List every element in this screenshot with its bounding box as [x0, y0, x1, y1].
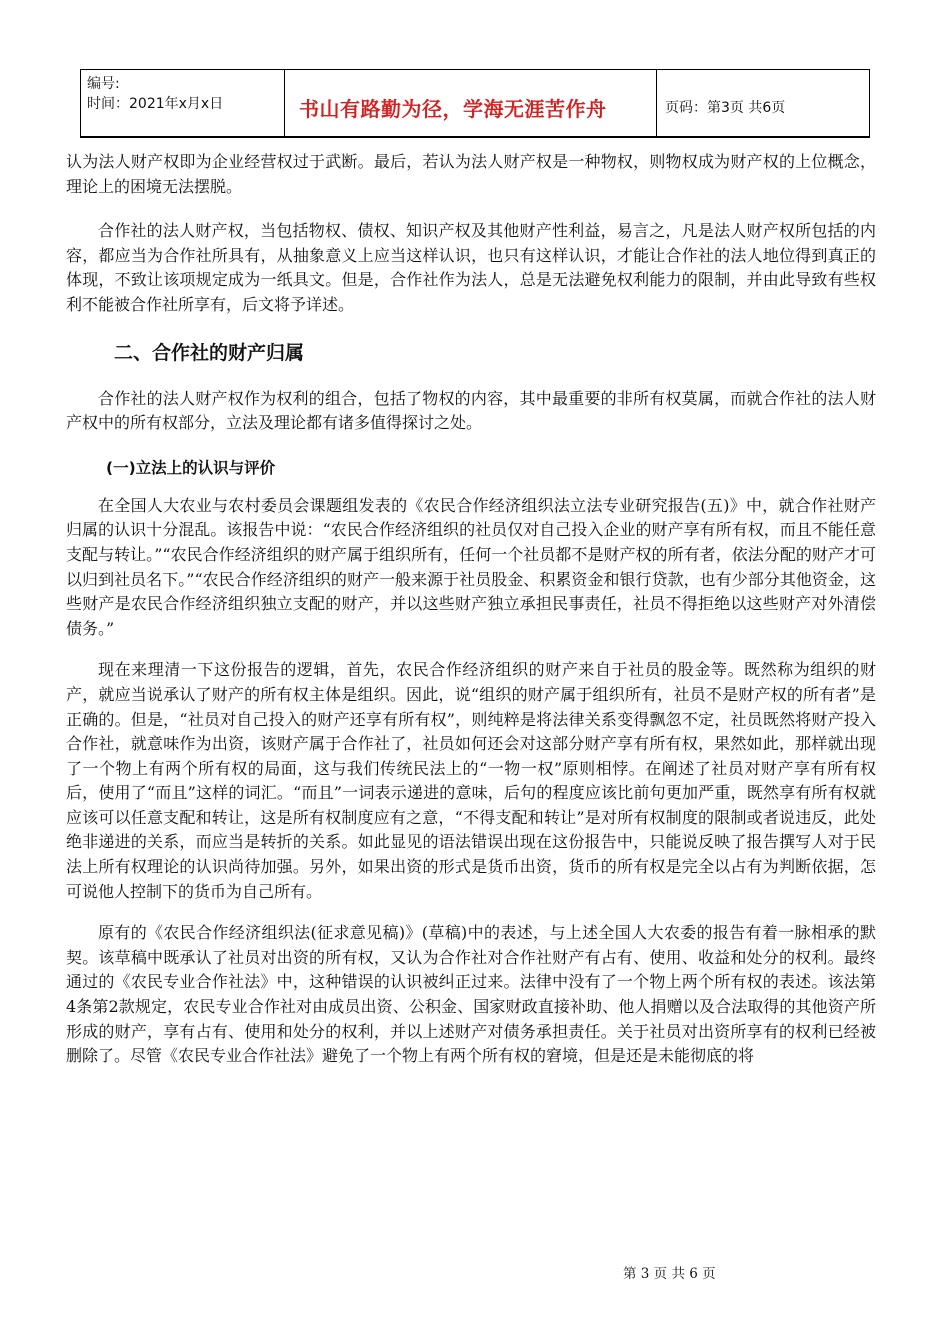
document-date: 时间：2021年x月x日 [87, 96, 224, 112]
header-page-info: 页码：第3页 共6页 [665, 100, 786, 116]
paragraph: 现在来理清一下这份报告的逻辑，首先，农民合作经济组织的财产来自于社员的股金等。既然称为组织的财产，就应当说承认了财产的所有权主体是组织。因此，说“组织的财产属于组织所有，社员不是财产权的所有者”是正确的。但是，“社员对自己投入的财产还享有所有权”，则纯粹是将法律关系变得飘忽不定，社员既然将财产投入合作社，就意味作为出资，该财产属于合作社了，社员如何还会对这部分财产享有所有权，果然如此，那样就出现了一个物上有两个所有权的局面，这与我们传统民法上的“一物一权”原则相悖。在阐述了社员对财产享有所有权后，使用了“而且”这样的词汇。“而且”一词表示递进的意味，后句的程度应该比前句更加严重，既然享有所有权就应该可以任意支配和转让，这是所有权制度应有之意，“不得支配和转让”是对所有权制度的限制或者说违反，此处绝非递进的关系，而应当是转折的关系。如此显见的语法错误出现在这份报告中，只能说反映了报告撰写人对于民法上所有权理论的认识尚待加强。另外，如果出资的形式是货币出资，货币的所有权是完全以占有为判断依据，怎可说他人控制下的货币为自己所有。 [66, 660, 876, 901]
header-page-cell [657, 70, 869, 136]
section-heading: 二、合作社的财产归属 [114, 341, 305, 364]
paragraph: 合作社的法人财产权作为权利的组合，包括了物权的内容，其中最重要的非所有权莫属，而就合作社的法人财产权中的所有权部分，立法及理论都有诸多值得探讨之处。 [66, 388, 876, 433]
paragraph: 原有的《农民合作经济组织法(征求意见稿)》(草稿)中的表述，与上述全国人大农委的报告有着一脉相承的默契。该草稿中既承认了社员对出资的所有权，又认为合作社对合作社财产有占有、使用、收益和处分的权利。最终通过的《农民专业合作社法》中，这种错误的认识被纠正过来。法律中没有了一个物上两个所有权的表述。该法第4条第2款规定，农民专业合作社对由成员出资、公积金、国家财政直接补助、他人捐赠以及合法取得的其他资产所形成的财产，享有占有、使用和处分的权利，并以上述财产对债务承担责任。关于社员对出资所享有的权利已经被删除了。尽管《农民专业合作社法》避免了一个物上有两个所有权的窘境，但是还是未能彻底的将 [66, 923, 876, 1066]
paragraph-continuation: 认为法人财产权即为企业经营权过于武断。最后，若认为法人财产权是一种物权，则物权成为财产权的上位概念，理论上的困境无法摆脱。 [66, 152, 876, 196]
document-body [66, 150, 876, 1086]
header-motto-cell [285, 70, 657, 136]
subsection-heading: (一)立法上的认识与评价 [106, 458, 276, 477]
header-meta-cell [81, 70, 285, 136]
header-table [80, 69, 870, 138]
paragraph: 合作社的法人财产权，当包括物权、债权、知识产权及其他财产性利益，易言之，凡是法人财产权所包括的内容，都应当为合作社所具有，从抽象意义上应当这样认识，也只有这样认识，才能让合作社的法人地位得到真正的体现，不致让该项规定成为一纸具文。但是，合作社作为法人，总是无法避免权利能力的限制，并由此导致有些权利不能被合作社所享有，后文将予详述。 [66, 221, 876, 314]
page-footer: 第 3 页 共 6 页 [623, 1266, 716, 1282]
document-number-label: 编号: [87, 76, 120, 92]
header-motto: 书山有路勤为径，学海无涯苦作舟 [299, 96, 607, 121]
paragraph: 在全国人大农业与农村委员会课题组发表的《农民合作经济组织法立法专业研究报告(五)》中，就合作社财产归属的认识十分混乱。该报告中说：“农民合作经济组织的社员仅对自己投入企业的财产享有所有权，而且不能任意支配与转让。”“农民合作经济组织的财产属于组织所有，任何一个社员都不是财产权的所有者，依法分配的财产才可以归到社员名下。”“农民合作经济组织的财产一般来源于社员股金、积累资金和银行贷款，也有少部分其他资金，这些财产是农民合作经济组织独立支配的财产，并以这些财产独立承担民事责任，社员不得拒绝以这些财产对外清偿债务。” [66, 495, 876, 638]
